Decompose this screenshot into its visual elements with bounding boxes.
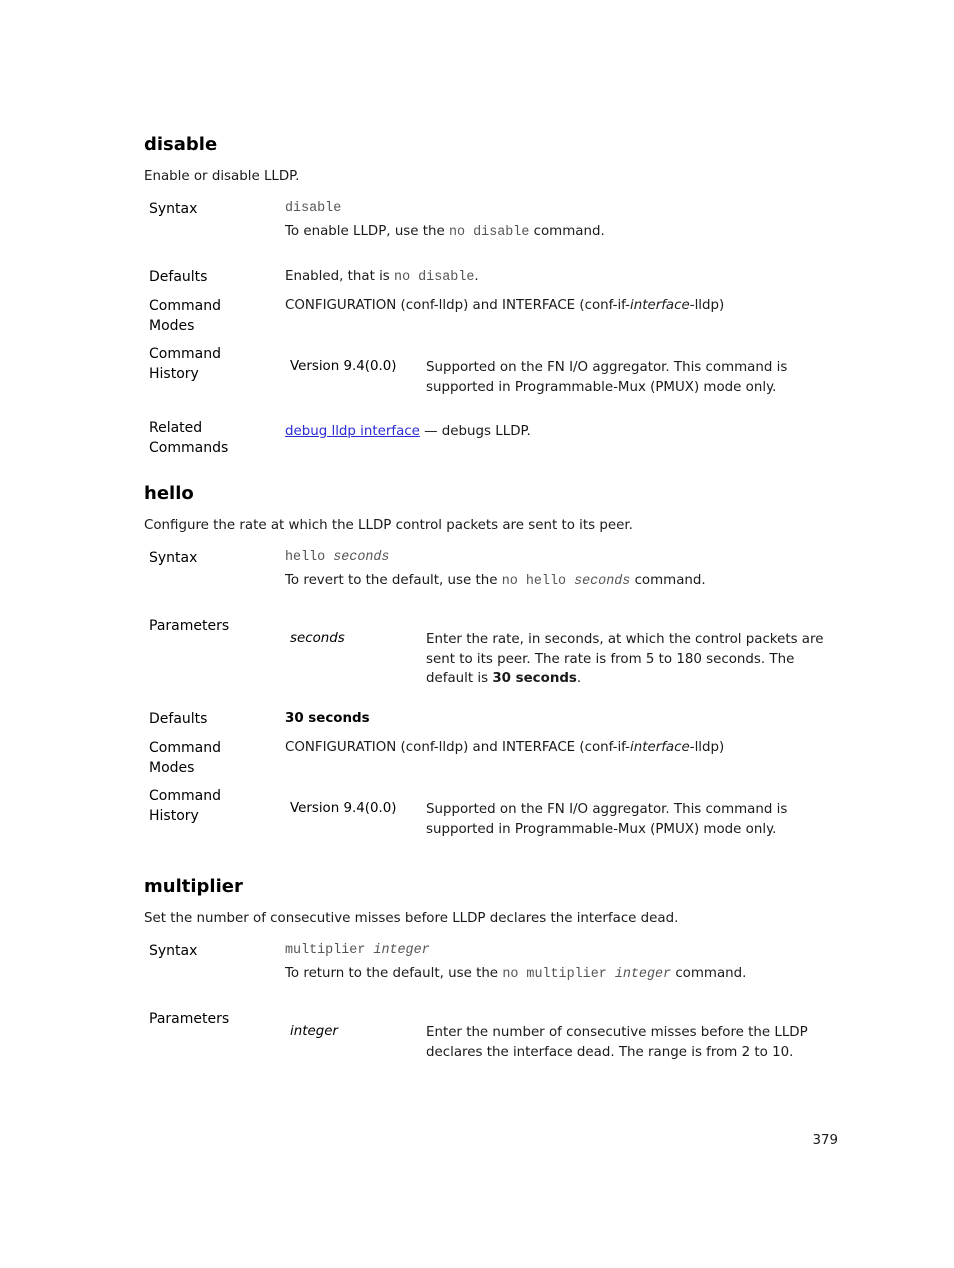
command-modes-value: CONFIGURATION (conf-lldp) and INTERFACE (conf-if-interface-lldp) [285, 298, 725, 313]
section-description: Configure the rate at which the LLDP control packets are sent to its peer. [144, 518, 633, 533]
section-title-multiplier: multiplier [144, 876, 243, 897]
syntax-command: multiplier integer [285, 943, 430, 958]
history-description: Supported on the FN I/O aggregator. This command is supported in Programmable-Mux (PMUX) mode only. [426, 360, 788, 395]
parameter-description: Enter the rate, in seconds, at which the control packets are sent to its peer. The rate is from 5 to 180 seconds. The default is 30 seconds. [426, 632, 824, 686]
defaults-value: Enabled, that is no disable. [285, 269, 479, 285]
syntax-note: To revert to the default, use the no hello seconds command. [285, 573, 706, 589]
command-modes-value: CONFIGURATION (conf-lldp) and INTERFACE (conf-if-interface-lldp) [285, 740, 725, 755]
defaults-label: Defaults [149, 711, 208, 727]
parameter-name: integer [290, 1024, 338, 1039]
related-commands-value: debug lldp interface — debugs LLDP. [285, 424, 531, 439]
syntax-label: Syntax [149, 550, 198, 566]
parameter-name: seconds [290, 631, 345, 646]
related-commands-label: Related Commands [149, 420, 229, 456]
syntax-note: To return to the default, use the no multiplier integer command. [285, 966, 747, 982]
syntax-command: disable [285, 201, 342, 216]
history-description: Supported on the FN I/O aggregator. This command is supported in Programmable-Mux (PMUX) mode only. [426, 802, 788, 837]
parameter-description: Enter the number of consecutive misses before the LLDP declares the interface dead. The range is from 2 to 10. [426, 1025, 808, 1060]
command-modes-label: Command Modes [149, 740, 221, 776]
syntax-label: Syntax [149, 201, 198, 217]
history-version: Version 9.4(0.0) [290, 359, 397, 374]
section-description: Enable or disable LLDP. [144, 169, 300, 184]
history-version: Version 9.4(0.0) [290, 801, 397, 816]
section-title-disable: disable [144, 134, 218, 155]
syntax-command: hello seconds [285, 550, 390, 565]
command-history-label: Command History [149, 788, 221, 824]
defaults-label: Defaults [149, 269, 208, 285]
debug-lldp-interface-link[interactable]: debug lldp interface [285, 424, 420, 439]
parameters-label: Parameters [149, 1011, 230, 1027]
syntax-label: Syntax [149, 943, 198, 959]
defaults-value: 30 seconds [285, 711, 370, 726]
page-number: 379 [812, 1133, 838, 1148]
section-title-hello: hello [144, 483, 194, 504]
section-description: Set the number of consecutive misses before LLDP declares the interface dead. [144, 911, 679, 926]
command-modes-label: Command Modes [149, 298, 221, 334]
command-history-label: Command History [149, 346, 221, 382]
parameters-label: Parameters [149, 618, 230, 634]
syntax-note: To enable LLDP, use the no disable command. [285, 224, 605, 240]
